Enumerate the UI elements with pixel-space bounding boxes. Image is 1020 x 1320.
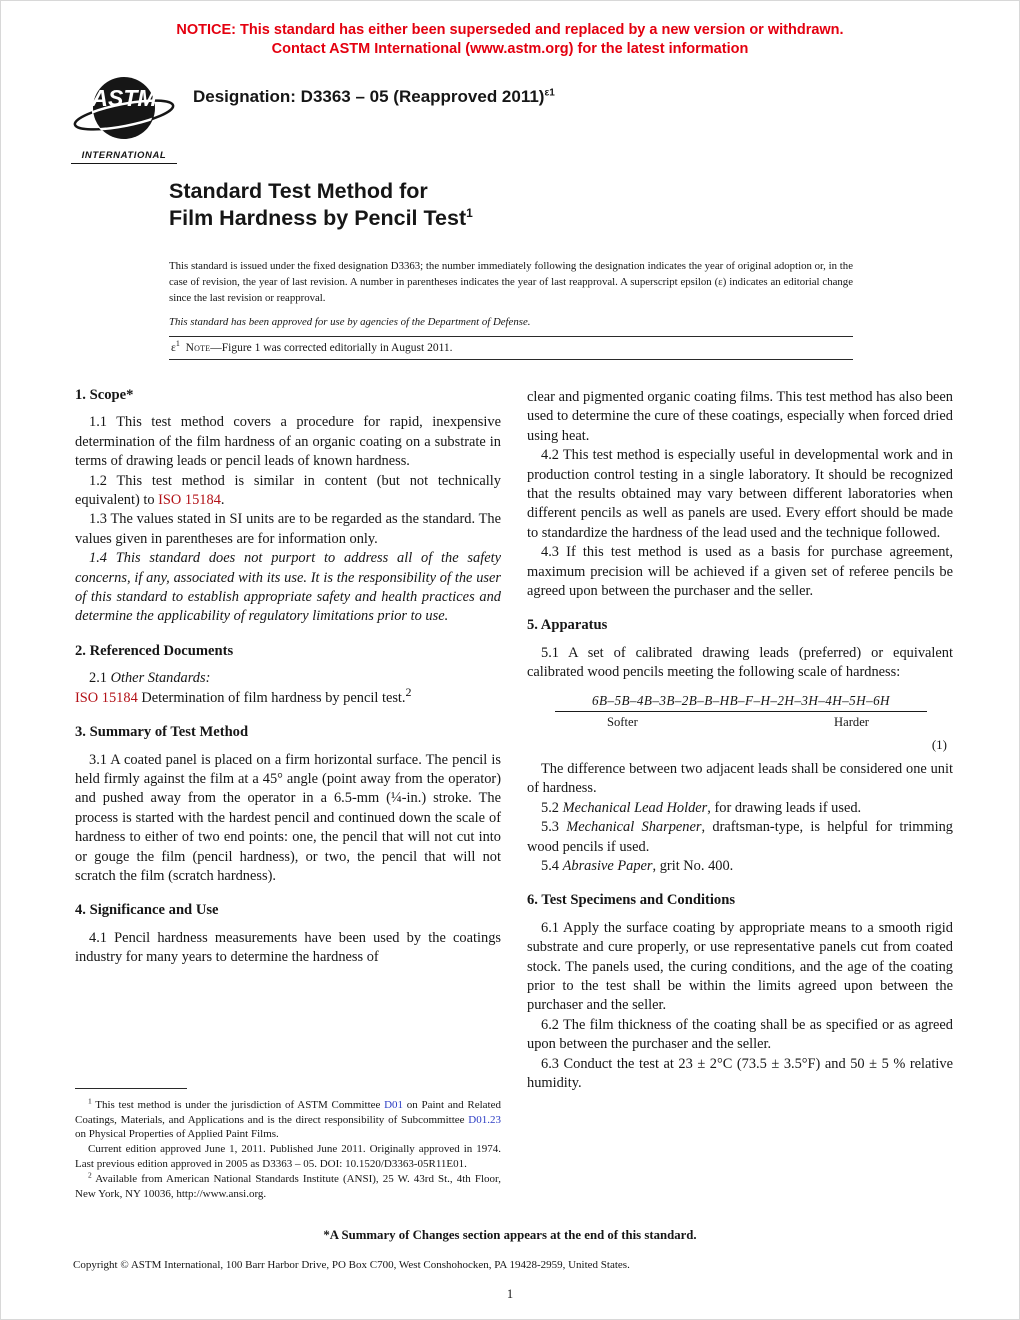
harder-label: Harder: [834, 715, 869, 730]
paragraph-1-4: 1.4 This standard does not purport to address all of the safety concerns, if any, associated with its use. It is the responsibility of the user of this standard to establish appropriate safety and health practices and determine the applicability of regulatory limitations prior to use.: [75, 550, 501, 625]
summary-of-changes-note: *A Summary of Changes section appears at the end of this standard.: [323, 1228, 697, 1242]
paragraph-2-1: [75, 669, 501, 688]
paragraph-5-4-number: 5.4: [541, 857, 563, 874]
page-title: [169, 178, 853, 232]
reference-iso-15184: [75, 684, 501, 708]
issuing-statement: This standard is issued under the fixed designation D3363; the number immediately following the designation indicates the year of original adoption or, in the case of revision, the year of last revision. A number in parentheses indicates the year of last reapproval. A superscript epsilon (ε) indicates an editorial change since the last revision or reapproval.: [169, 260, 853, 304]
footnote-2-marker: 2: [88, 1170, 92, 1180]
section-1-heading: 1. Scope*: [75, 387, 134, 403]
paragraph-1-2-period: .: [220, 492, 225, 509]
designation-text: Designation: D3363 – 05 (Reapproved 2011): [193, 87, 545, 106]
footnote-1-marker: 1: [88, 1096, 92, 1105]
footnotes: [75, 1098, 501, 1202]
footnote-2-text: Available from American National Standards Institute (ANSI), 25 W. 43rd St., 4th Floor, New York, NY 10036, http://www.ansi.org.: [75, 1173, 501, 1201]
paragraph-5-1-cont: The difference between two adjacent leads shall be considered one unit of hardness.: [527, 760, 953, 797]
hardness-scale: 6B–5B–4B–3B–2B–B–HB–F–H–2H–3H–4H–5H–6H: [555, 691, 927, 712]
astm-logo-subtitle: INTERNATIONAL: [71, 150, 177, 164]
paragraph-5-3-term: Mechanical Sharpener: [566, 819, 702, 836]
paragraph-5-2-number: 5.2: [541, 799, 563, 816]
paragraph-5-3-number: 5.3: [541, 819, 567, 836]
note-epsilon-sup: 1: [175, 339, 180, 349]
reference-footnote-marker: 2: [405, 684, 412, 699]
designation: [193, 87, 555, 107]
paragraph-2-1-italic: Other Standards:: [110, 670, 211, 687]
paragraph-6-3: 6.3 Conduct the test at 23 ± 2°C (73.5 ± 3.5°F) and 50 ± 5 % relative humidity.: [527, 1055, 953, 1091]
paragraph-4-2: 4.2 This test method is especially useful in developmental work and in production control testing in a single laboratory. It should be recognized that the results obtained may vary between different laboratories when different pencils as well as panels are used. Every effort should be made to standardize the hardness of the lead used and the technique followed.: [527, 447, 953, 541]
hardness-scale-labels: [555, 712, 927, 732]
iso-15184-ref-link[interactable]: ISO 15184: [75, 689, 138, 706]
footnote-block: [75, 1080, 501, 1202]
paragraph-5-2: [527, 799, 953, 818]
astm-logo-acronym: ASTM: [91, 85, 157, 111]
designation-epsilon-sup: ε1: [544, 87, 555, 99]
footnote-1-text-b: on Paint and Related Coatings, Materials, and Applications and is the direct responsibility of Subcommittee: [75, 1098, 501, 1126]
paragraph-6-1: 6.1 Apply the surface coating by appropriate means to a smooth rigid substrate and cure properly, or use representative panels cut from coated stock. The panels used, the curing conditions, and the age of the coating prior to the test shall be within the limits agreed upon between the purchaser and the seller.: [527, 919, 953, 1014]
body-columns: [75, 384, 951, 1202]
softer-label: Softer: [607, 715, 638, 730]
section-2-heading: 2. Referenced Documents: [75, 642, 234, 659]
dod-statement: This standard has been approved for use by agencies of the Department of Defense.: [169, 316, 531, 328]
footnote-1-text-c: on Physical Properties of Applied Paint Films.: [75, 1128, 279, 1141]
reference-text: Determination of film hardness by pencil test.: [137, 689, 406, 706]
hardness-scale-equation: [555, 691, 927, 733]
paragraph-1-1: 1.1 This test method covers a procedure for rapid, inexpensive determination of the film hardness of an organic coating on a substrate in terms of drawing leads or pencil leads of known hardness.: [75, 414, 501, 470]
paragraph-6-2: 6.2 The film thickness of the coating shall be as specified or as agreed upon between the purchaser and the seller.: [527, 1016, 953, 1053]
title-footnote-marker: 1: [466, 205, 473, 220]
astm-logo-icon: [72, 75, 176, 147]
subcommittee-d01-23-link[interactable]: D01.23: [468, 1113, 501, 1126]
paragraph-1-2: [75, 472, 501, 511]
section-3-heading: 3. Summary of Test Method: [75, 724, 249, 741]
paragraph-4-1-right: clear and pigmented organic coating films. This test method has also been used to determine the cure of these coatings, especially when forced dried using heat.: [527, 389, 953, 444]
paragraph-5-2-term: Mechanical Lead Holder: [562, 799, 708, 816]
paragraph-5-4-term: Abrasive Paper: [562, 857, 653, 874]
section-4-heading: 4. Significance and Use: [75, 902, 219, 919]
title-line-2-text: Film Hardness by Pencil Test: [169, 206, 467, 230]
copyright-line: Copyright © ASTM International, 100 Barr Harbor Drive, PO Box C700, West Conshohocken, PA 19428-2959, United States.: [73, 1259, 630, 1271]
footnote-1-edition: Current edition approved June 1, 2011. Published June 2011. Originally approved in 1974. Last previous edition approved in 2005 as D3363 – 05. DOI: 10.1520/D3363-05R11E01.: [75, 1143, 501, 1171]
paragraph-2-1-number: 2.1: [89, 670, 111, 687]
notice-line-1: NOTICE: This standard has either been superseded and replaced by a new version or withdrawn.: [176, 22, 844, 38]
paragraph-3-1: 3.1 A coated panel is placed on a firm horizontal surface. The pencil is held firmly against the film at a 45° angle (point away from the operator) and pushed away from the operator in a 6.5-mm (¼-in.) stroke. The process is started with the hardest pencil and continued down the scale of hardness to either of two end points: one, the pencil that will not cut into or gouge the film (pencil hardness), or two, the pencil that will not scratch the film (scratch hardness).: [75, 751, 501, 884]
paragraph-4-1-left: 4.1 Pencil hardness measurements have been used by the coatings industry for many years to determine the hardness of: [75, 929, 501, 966]
paragraph-5-2-text: , for drawing leads if used.: [707, 799, 862, 816]
page-number: 1: [506, 1287, 514, 1301]
note-text: —Figure 1 was corrected editorially in August 2011.: [210, 342, 453, 354]
document-header: [71, 75, 955, 164]
paragraph-1-2-text: 1.2 This test method is similar in content (but not technically equivalent) to: [75, 472, 501, 509]
doc-head: [169, 178, 853, 360]
note-epsilon: ε: [171, 342, 176, 354]
section-6-heading: 6. Test Specimens and Conditions: [527, 892, 736, 909]
paragraph-5-1: 5.1 A set of calibrated drawing leads (preferred) or equivalent calibrated wood pencils meeting the following scale of hardness:: [527, 644, 953, 681]
footnote-1: [75, 1098, 501, 1143]
title-line-1: Standard Test Method for: [169, 179, 428, 203]
paragraph-1-3: 1.3 The values stated in SI units are to be regarded as the standard. The values given in parentheses are for information only.: [75, 511, 501, 547]
left-column: [75, 384, 501, 1202]
footnote-rule: [75, 1088, 187, 1089]
committee-d01-link[interactable]: D01: [384, 1098, 404, 1111]
title-line-2: [169, 205, 853, 232]
paragraph-5-3: [527, 818, 953, 857]
iso-15184-link[interactable]: ISO 15184: [158, 492, 221, 509]
right-column: [527, 384, 953, 1202]
paragraph-5-3-text: , draftsman-type, is helpful for trimming wood pencils if used.: [527, 819, 953, 855]
astm-logo: [71, 75, 177, 164]
note-label: Note: [185, 342, 211, 354]
superseded-notice: [1, 21, 1019, 59]
notice-line-2: Contact ASTM International (www.astm.org) for the latest information: [271, 41, 749, 57]
equation-number: (1): [931, 736, 947, 752]
divider-bottom: [169, 359, 853, 360]
editorial-note: [169, 337, 853, 359]
footnote-2: [75, 1172, 501, 1202]
section-5-heading: 5. Apparatus: [527, 617, 608, 634]
paragraph-4-3: 4.3 If this test method is used as a basis for purchase agreement, maximum precision will be achieved if a given set of referee pencils be agreed upon between the purchaser and the seller.: [527, 544, 953, 600]
footnote-1-text-a: This test method is under the jurisdiction of ASTM Committee: [91, 1098, 385, 1111]
paragraph-5-4: [527, 857, 953, 876]
paragraph-5-4-text: , grit No. 400.: [652, 857, 734, 874]
